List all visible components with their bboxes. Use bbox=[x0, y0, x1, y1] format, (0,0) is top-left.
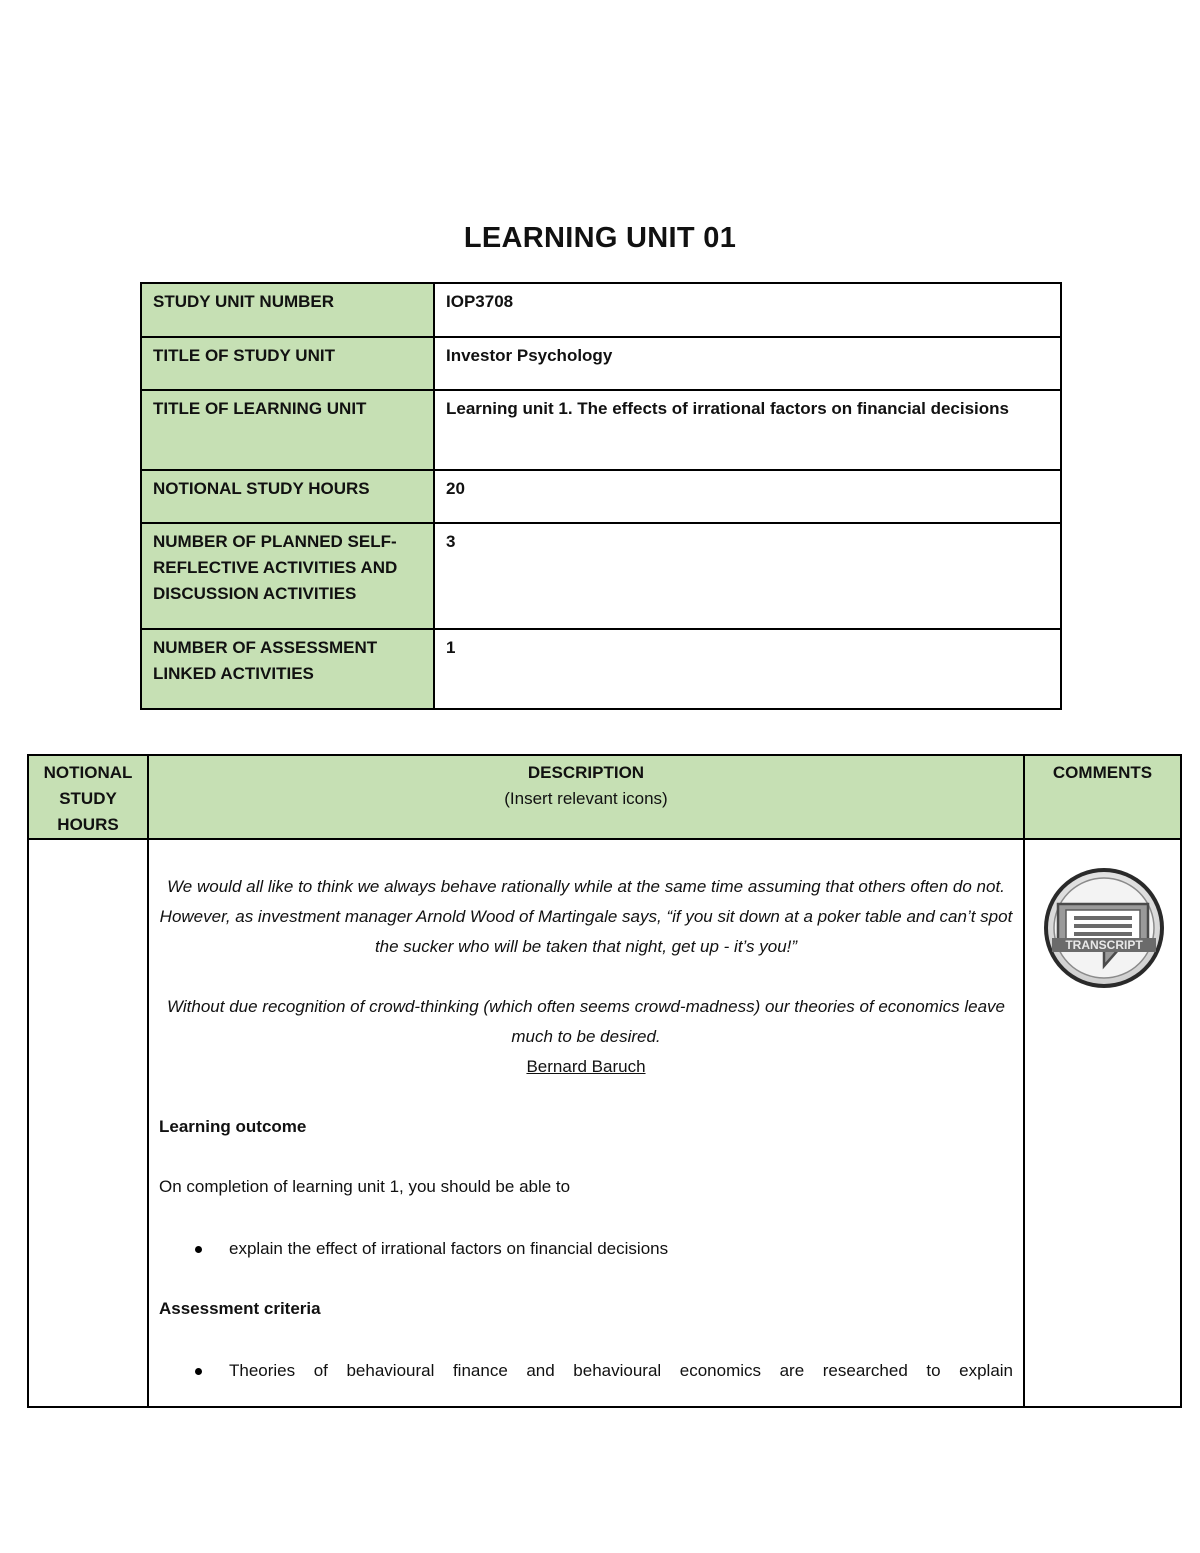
info-value: 1 bbox=[434, 629, 1061, 709]
bullet-icon bbox=[195, 1368, 202, 1375]
header-description-title: DESCRIPTION bbox=[527, 763, 645, 782]
quote-author: Bernard Baruch bbox=[526, 1057, 646, 1076]
list-item bbox=[159, 1356, 1013, 1386]
description-table-row bbox=[28, 839, 1181, 1407]
info-value: 3 bbox=[434, 523, 1061, 629]
learning-outcome-list bbox=[159, 1234, 1013, 1264]
info-value: Learning unit 1. The effects of irrational factors on financial decisions bbox=[434, 390, 1061, 470]
description-cell bbox=[148, 839, 1024, 1407]
description-table-header bbox=[28, 755, 1181, 839]
header-description-subtitle: (Insert relevant icons) bbox=[504, 789, 668, 808]
info-row bbox=[141, 337, 1061, 390]
list-item-text: explain the effect of irrational factors on financial decisions bbox=[229, 1239, 669, 1258]
list-item-text: Theories of behavioural finance and behavioural economics are researched to explain bbox=[229, 1361, 1013, 1380]
info-row bbox=[141, 283, 1061, 337]
baruch-quote: Without due recognition of crowd-thinking (which often seems crowd-madness) our theories of economics leave much to be desired. bbox=[167, 997, 1005, 1046]
study-unit-info-table bbox=[140, 282, 1062, 710]
learning-outcome-intro: On completion of learning unit 1, you should be able to bbox=[159, 1177, 571, 1196]
hours-cell bbox=[28, 839, 148, 1407]
transcript-icon-label: TRANSCRIPT bbox=[1064, 938, 1143, 952]
info-row bbox=[141, 390, 1061, 470]
header-description bbox=[148, 755, 1024, 839]
info-label: STUDY UNIT NUMBER bbox=[141, 283, 434, 337]
info-label: TITLE OF LEARNING UNIT bbox=[141, 390, 434, 470]
info-label: NUMBER OF PLANNED SELF-REFLECTIVE ACTIVITIES AND DISCUSSION ACTIVITIES bbox=[141, 523, 434, 629]
info-value: IOP3708 bbox=[434, 283, 1061, 337]
info-row bbox=[141, 470, 1061, 523]
opening-quote: We would all like to think we always behave rationally while at the same time assuming that others often do not. However, as investment manager Arnold Wood of Martingale says, “if you sit down at a poker table and can’t spot the sucker who will be taken that night, get up - it’s you!” bbox=[159, 877, 1013, 956]
bullet-icon bbox=[195, 1246, 202, 1253]
assessment-criteria-heading: Assessment criteria bbox=[159, 1299, 321, 1318]
learning-outcome-heading: Learning outcome bbox=[159, 1117, 307, 1136]
info-value: 20 bbox=[434, 470, 1061, 523]
info-label: TITLE OF STUDY UNIT bbox=[141, 337, 434, 390]
info-row bbox=[141, 523, 1061, 629]
description-table bbox=[27, 754, 1182, 1408]
list-item bbox=[159, 1234, 1013, 1264]
info-label: NOTIONAL STUDY HOURS bbox=[141, 470, 434, 523]
transcript-icon bbox=[1038, 868, 1170, 992]
info-label: NUMBER OF ASSESSMENT LINKED ACTIVITIES bbox=[141, 629, 434, 709]
page-title: LEARNING UNIT 01 bbox=[463, 222, 737, 254]
assessment-criteria-list bbox=[159, 1356, 1013, 1386]
header-comments: COMMENTS bbox=[1024, 755, 1181, 839]
info-value: Investor Psychology bbox=[434, 337, 1061, 390]
comments-cell bbox=[1024, 839, 1181, 1407]
info-row bbox=[141, 629, 1061, 709]
header-hours: NOTIONAL STUDY HOURS bbox=[28, 755, 148, 839]
